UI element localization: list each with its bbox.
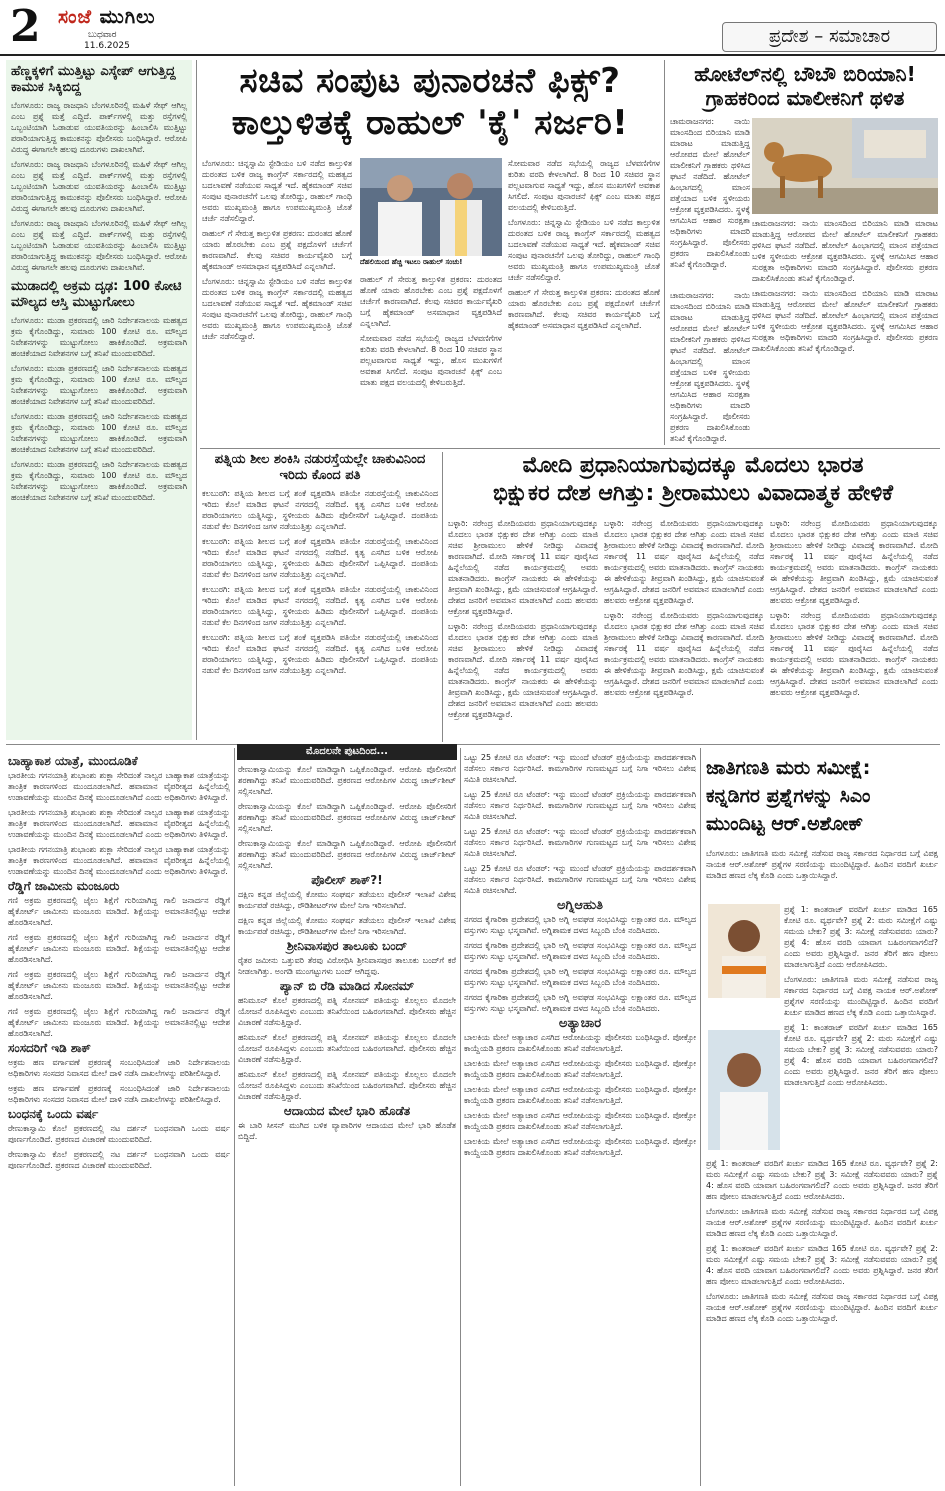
income-hit-headline: ಆದಾಯದ ಮೇಲೆ ಭಾರಿ ಹೊಡೆತ	[283, 1104, 411, 1118]
wife-murder-paragraph-1: ಕಲಬುರಗಿ: ಪತ್ನಿಯ ಶೀಲದ ಬಗ್ಗೆ ಶಂಕೆ ವ್ಯಕ್ತಪಡಿಸಿ ಪತಿಯೇ ನಡುರಸ್ತೆಯಲ್ಲಿ ಚಾಕುವಿನಿಂದ ಇರಿದು ಕೊಲೆ ಮಾಡಿದ ಘಟನೆ ನಗರದಲ್ಲಿ ನಡೆದಿದೆ. ಕೃತ್ಯ ಎಸಗಿದ ಬಳಿಕ ಆರೋಪಿ ಪರಾರಿಯಾಗಲು ಯತ್ನಿಸಿದ್ದು, ಸ್ಥಳೀಯರು ಹಿಡಿದು ಪೊಲೀಸರಿಗೆ ಒಪ್ಪಿಸಿದ್ದಾರೆ. ದಂಪತಿಯ ನಡುವೆ ಕೆಲ ದಿನಗಳಿಂದ ಜಗಳ ನಡೆಯುತ್ತಿತ್ತು ಎನ್ನಲಾಗಿದೆ.	[202, 489, 438, 531]
left-sidebar-paragraph-3: ಬೆಂಗಳೂರು: ರಾಜ್ಯ ರಾಜಧಾನಿ ಬೆಂಗಳೂರಿನಲ್ಲಿ ಮಹಿಳೆ ಸೇಫ್ ಆಗಿಲ್ಲ ಎಂಬ ಪ್ರಶ್ನೆ ಮತ್ತೆ ಎದ್ದಿದೆ. ಪಾರ್ಕ್‌ಗಳಲ್ಲಿ ಮತ್ತು ರಸ್ತೆಗಳಲ್ಲಿ ಒಬ್ಬಂಟಿಯಾಗಿ ಓಡಾಡುವ ಯುವತಿಯರನ್ನು ಹಿಂಬಾಲಿಸಿ ಮುತ್ತಿಟ್ಟು ಪರಾರಿಯಾಗುತ್ತಿದ್ದ ಕಾಮುಕನನ್ನು ಪೊಲೀಸರು ಬಂಧಿಸಿದ್ದಾರೆ. ಆರೋಪಿ ವಿರುದ್ಧ ಈಗಾಗಲೇ ಹಲವು ದೂರುಗಳು ದಾಖಲಾಗಿವೆ.	[11, 219, 187, 272]
census-headline-line3: ಮುಂದಿಟ್ಟ ಆರ್.ಅಶೋಕ್	[706, 813, 864, 835]
siddaramaiah-portrait	[708, 1030, 780, 1150]
tender-paragraph-4: ಒಟ್ಟು 25 ಕೋಟಿ ರೂ ಟೆಂಡರ್: ಇನ್ನು ಮುಂದೆ ಟೆಂಡರ್ ಪ್ರಕ್ರಿಯೆಯನ್ನು ಪಾರದರ್ಶಕವಾಗಿ ನಡೆಸಲು ಸರ್ಕಾರ ನಿರ್ಧರಿಸಿದೆ. ಕಾಮಗಾರಿಗಳ ಗುಣಮಟ್ಟದ ಬಗ್ಗೆ ನಿಗಾ ಇರಿಸಲು ವಿಶೇಷ ಸಮಿತಿ ರಚಿಸಲಾಗಿದೆ.	[464, 864, 696, 895]
lead-body-mid	[360, 274, 502, 444]
lead-right-paragraph-2: ಬೆಂಗಳೂರು: ಚಿನ್ನಸ್ವಾಮಿ ಸ್ಟೇಡಿಯಂ ಬಳಿ ನಡೆದ ಕಾಲ್ತುಳಿತ ದುರಂತದ ಬಳಿಕ ರಾಜ್ಯ ಕಾಂಗ್ರೆಸ್ ಸರ್ಕಾರದಲ್ಲಿ ಮಹತ್ವದ ಬದಲಾವಣೆ ನಡೆಯುವ ಸಾಧ್ಯತೆ ಇದೆ. ಹೈಕಮಾಂಡ್ ಸಚಿವ ಸಂಪುಟ ಪುನಾರಚನೆಗೆ ಒಲವು ತೋರಿದ್ದು, ರಾಹುಲ್ ಗಾಂಧಿ ಅವರು ಮುಖ್ಯಮಂತ್ರಿ ಹಾಗೂ ಉಪಮುಖ್ಯಮಂತ್ರಿ ಜೊತೆ ಚರ್ಚೆ ನಡೆಸಲಿದ್ದಾರೆ.	[508, 218, 660, 282]
census-paragraph-6: ಬೆಂಗಳೂರು: ಜಾತಿಗಣತಿ ಮರು ಸಮೀಕ್ಷೆ ನಡೆಸುವ ರಾಜ್ಯ ಸರ್ಕಾರದ ನಿರ್ಧಾರದ ಬಗ್ಗೆ ವಿಪಕ್ಷ ನಾಯಕ ಆರ್.ಅಶೋಕ್ ಪ್ರಶ್ನೆಗಳ ಸರಣಿಯನ್ನು ಮುಂದಿಟ್ಟಿದ್ದಾರೆ. ಹಿಂದಿನ ವರದಿಗೆ ಖರ್ಚು ಮಾಡಿದ ಹಣದ ಲೆಕ್ಕ ಕೊಡಿ ಎಂದು ಒತ್ತಾಯಿಸಿದ್ದಾರೆ.	[706, 1207, 938, 1238]
biryani-paragraph-1: ಚಾಮರಾಜನಗರ: ನಾಯಿ ಮಾಂಸದಿಂದ ಬಿರಿಯಾನಿ ಮಾಡಿ ಮಾರಾಟ ಮಾಡುತ್ತಿದ್ದ ಆರೋಪದ ಮೇಲೆ ಹೋಟೆಲ್ ಮಾಲೀಕನಿಗೆ ಗ್ರಾಹಕರು ಥಳಿಸಿದ ಘಟನೆ ನಡೆದಿದೆ. ಹೋಟೆಲ್ ಹಿಂಭಾಗದಲ್ಲಿ ಮಾಂಸ ಪತ್ತೆಯಾದ ಬಳಿಕ ಸ್ಥಳೀಯರು ಆಕ್ರೋಶ ವ್ಯಕ್ತಪಡಿಸಿದರು. ಸ್ಥಳಕ್ಕೆ ಆಗಮಿಸಿದ ಆಹಾರ ಸುರಕ್ಷತಾ ಅಧಿಕಾರಿಗಳು ಮಾದರಿ ಸಂಗ್ರಹಿಸಿದ್ದಾರೆ. ಪೊಲೀಸರು ಪ್ರಕರಣ ದಾಖಲಿಸಿಕೊಂಡು ತನಿಖೆ ಕೈಗೊಂಡಿದ್ದಾರೆ.	[670, 117, 750, 269]
lead-headline-line2: ಕಾಲ್ತುಳಿತಕ್ಕೆ ರಾಹುಲ್ 'ಕೈ' ಸರ್ಜರಿ!	[231, 103, 629, 143]
sriramulu-headline-line1: ಮೋದಿ ಪ್ರಧಾನಿಯಾಗುವುದಕ್ಕೂ ಮೊದಲು ಭಾರತ	[522, 453, 864, 478]
police-shock-paragraph-1: ದಕ್ಷಿಣ ಕನ್ನಡ ಜಿಲ್ಲೆಯಲ್ಲಿ ಕೋಮು ಸಂಘರ್ಷ ತಡೆಯಲು ಪೊಲೀಸ್ ಇಲಾಖೆ ವಿಶೇಷ ಕಾರ್ಯಪಡೆ ರಚಿಸಿದ್ದು, ರೌಡಿಶೀಟರ್‌ಗಳ ಮೇಲೆ ನಿಗಾ ಇರಿಸಲಾಗಿದೆ.	[238, 890, 456, 910]
crime-paragraph-3: ಬಾಲಕಿಯ ಮೇಲೆ ಅತ್ಯಾಚಾರ ಎಸಗಿದ ಆರೋಪಿಯನ್ನು ಪೊಲೀಸರು ಬಂಧಿಸಿದ್ದಾರೆ. ಪೋಕ್ಸೋ ಕಾಯ್ದೆಯಡಿ ಪ್ರಕರಣ ದಾಖಲಿಸಿಕೊಂಡು ತನಿಖೆ ನಡೆಸಲಾಗುತ್ತಿದೆ.	[464, 1085, 696, 1105]
census-paragraph-5: ಪ್ರಶ್ನೆ 1: ಕಾಂತರಾಜ್ ವರದಿಗೆ ಖರ್ಚು ಮಾಡಿದ 165 ಕೋಟಿ ರೂ. ವ್ಯರ್ಥವೇ? ಪ್ರಶ್ನೆ 2: ಮರು ಸಮೀಕ್ಷೆಗೆ ಎಷ್ಟು ಸಮಯ ಬೇಕು? ಪ್ರಶ್ನೆ 3: ಸಮೀಕ್ಷೆ ನಡೆಸುವವರು ಯಾರು? ಪ್ರಶ್ನೆ 4: ಹೊಸ ವರದಿ ಯಾವಾಗ ಬಹಿರಂಗವಾಗಲಿದೆ? ಎಂದು ಅವರು ಪ್ರಶ್ನಿಸಿದ್ದಾರೆ. ಜನರ ತೆರಿಗೆ ಹಣ ಪೋಲು ಮಾಡಲಾಗುತ್ತಿದೆ ಎಂದು ಆರೋಪಿಸಿದರು.	[706, 1159, 938, 1201]
left-sidebar-subheadline: ಮುಡಾದಲ್ಲಿ ಅಕ್ರಮ ದೃಢ: 100 ಕೋಟಿ ಮೌಲ್ಯದ ಆಸ್ತಿ ಮುಟ್ಟುಗೋಲು	[11, 279, 182, 310]
reddy-bail-paragraph-1: ಗಣಿ ಅಕ್ರಮ ಪ್ರಕರಣದಲ್ಲಿ ಜೈಲು ಶಿಕ್ಷೆಗೆ ಗುರಿಯಾಗಿದ್ದ ಗಾಲಿ ಜನಾರ್ದನ ರೆಡ್ಡಿಗೆ ಹೈಕೋರ್ಟ್ ಜಾಮೀನು ಮಂಜೂರು ಮಾಡಿದೆ. ಶಿಕ್ಷೆಯನ್ನು ಅಮಾನತಿನಲ್ಲಿಟ್ಟು ಆದೇಶ ಹೊರಡಿಸಲಾಗಿದೆ.	[8, 896, 230, 927]
wife-murder-body	[202, 488, 438, 676]
lead-photo	[360, 158, 502, 256]
crime-paragraph-1: ಬಾಲಕಿಯ ಮೇಲೆ ಅತ್ಯಾಚಾರ ಎಸಗಿದ ಆರೋಪಿಯನ್ನು ಪೊಲೀಸರು ಬಂಧಿಸಿದ್ದಾರೆ. ಪೋಕ್ಸೋ ಕಾಯ್ದೆಯಡಿ ಪ್ರಕರಣ ದಾಖಲಿಸಿಕೊಂಡು ತನಿಖೆ ನಡೆಸಲಾಗುತ್ತಿದೆ.	[464, 1033, 696, 1053]
continued-paragraph-3: ರೇಣುಕಾಸ್ವಾಮಿಯನ್ನು ಕೊಲೆ ಮಾಡಿದ್ದಾಗಿ ಒಪ್ಪಿಕೊಂಡಿದ್ದಾರೆ. ಆರೋಪಿ ಪೊಲೀಸರಿಗೆ ಶರಣಾಗಿದ್ದು ತನಿಖೆ ಮುಂದುವರಿದಿದೆ. ಪ್ರಕರಣದ ಆರೋಪಿಗಳ ವಿರುದ್ಧ ಚಾರ್ಜ್‌ಶೀಟ್ ಸಲ್ಲಿಸಲಾಗಿದೆ.	[238, 839, 456, 870]
issue-day: ಬುಧವಾರ	[88, 30, 117, 40]
left-sidebar-sub-body	[11, 315, 187, 503]
census-paragraph-1: ಬೆಂಗಳೂರು: ಜಾತಿಗಣತಿ ಮರು ಸಮೀಕ್ಷೆ ನಡೆಸುವ ರಾಜ್ಯ ಸರ್ಕಾರದ ನಿರ್ಧಾರದ ಬಗ್ಗೆ ವಿಪಕ್ಷ ನಾಯಕ ಆರ್.ಅಶೋಕ್ ಪ್ರಶ್ನೆಗಳ ಸರಣಿಯನ್ನು ಮುಂದಿಟ್ಟಿದ್ದಾರೆ. ಹಿಂದಿನ ವರದಿಗೆ ಖರ್ಚು ಮಾಡಿದ ಹಣದ ಲೆಕ್ಕ ಕೊಡಿ ಎಂದು ಒತ್ತಾಯಿಸಿದ್ದಾರೆ.	[706, 849, 938, 880]
biryani-body-lower	[670, 290, 750, 444]
wife-murder-paragraph-3: ಕಲಬುರಗಿ: ಪತ್ನಿಯ ಶೀಲದ ಬಗ್ಗೆ ಶಂಕೆ ವ್ಯಕ್ತಪಡಿಸಿ ಪತಿಯೇ ನಡುರಸ್ತೆಯಲ್ಲಿ ಚಾಕುವಿನಿಂದ ಇರಿದು ಕೊಲೆ ಮಾಡಿದ ಘಟನೆ ನಗರದಲ್ಲಿ ನಡೆದಿದೆ. ಕೃತ್ಯ ಎಸಗಿದ ಬಳಿಕ ಆರೋಪಿ ಪರಾರಿಯಾಗಲು ಯತ್ನಿಸಿದ್ದು, ಸ್ಥಳೀಯರು ಹಿಡಿದು ಪೊಲೀಸರಿಗೆ ಒಪ್ಪಿಸಿದ್ದಾರೆ. ದಂಪತಿಯ ನಡುವೆ ಕೆಲ ದಿನಗಳಿಂದ ಜಗಳ ನಡೆಯುತ್ತಿತ್ತು ಎನ್ನಲಾಗಿದೆ.	[202, 585, 438, 627]
lead-body-left	[202, 158, 352, 443]
biryani-body-wide	[752, 218, 938, 444]
left-sidebar-paragraph-2: ಬೆಂಗಳೂರು: ರಾಜ್ಯ ರಾಜಧಾನಿ ಬೆಂಗಳೂರಿನಲ್ಲಿ ಮಹಿಳೆ ಸೇಫ್ ಆಗಿಲ್ಲ ಎಂಬ ಪ್ರಶ್ನೆ ಮತ್ತೆ ಎದ್ದಿದೆ. ಪಾರ್ಕ್‌ಗಳಲ್ಲಿ ಮತ್ತು ರಸ್ತೆಗಳಲ್ಲಿ ಒಬ್ಬಂಟಿಯಾಗಿ ಓಡಾಡುವ ಯುವತಿಯರನ್ನು ಹಿಂಬಾಲಿಸಿ ಮುತ್ತಿಟ್ಟು ಪರಾರಿಯಾಗುತ್ತಿದ್ದ ಕಾಮುಕನನ್ನು ಪೊಲೀಸರು ಬಂಧಿಸಿದ್ದಾರೆ. ಆರೋಪಿ ವಿರುದ್ಧ ಈಗಾಗಲೇ ಹಲವು ದೂರುಗಳು ದಾಖಲಾಗಿವೆ.	[11, 160, 187, 213]
left-sidebar-paragraph: ಬೆಂಗಳೂರು: ರಾಜ್ಯ ರಾಜಧಾನಿ ಬೆಂಗಳೂರಿನಲ್ಲಿ ಮಹಿಳೆ ಸೇಫ್ ಆಗಿಲ್ಲ ಎಂಬ ಪ್ರಶ್ನೆ ಮತ್ತೆ ಎದ್ದಿದೆ. ಪಾರ್ಕ್‌ಗಳಲ್ಲಿ ಮತ್ತು ರಸ್ತೆಗಳಲ್ಲಿ ಒಬ್ಬಂಟಿಯಾಗಿ ಓಡಾಡುವ ಯುವತಿಯರನ್ನು ಹಿಂಬಾಲಿಸಿ ಮುತ್ತಿಟ್ಟು ಪರಾರಿಯಾಗುತ್ತಿದ್ದ ಕಾಮುಕನನ್ನು ಪೊಲೀಸರು ಬಂಧಿಸಿದ್ದಾರೆ. ಆರೋಪಿ ವಿರುದ್ಧ ಈಗಾಗಲೇ ಹಲವು ದೂರುಗಳು ದಾಖಲಾಗಿವೆ.	[11, 101, 187, 154]
space-trip-paragraph-1: ಭಾರತೀಯ ಗಗನಯಾತ್ರಿ ಶುಭಾಂಶು ಶುಕ್ಲಾ ಸೇರಿದಂತೆ ನಾಲ್ವರ ಬಾಹ್ಯಾಕಾಶ ಯಾತ್ರೆಯನ್ನು ತಾಂತ್ರಿಕ ಕಾರಣಗಳಿಂದ ಮುಂದೂಡಲಾಗಿದೆ. ಹವಾಮಾನ ವೈಪರೀತ್ಯದ ಹಿನ್ನೆಲೆಯಲ್ಲಿ ಉಡಾವಣೆಯನ್ನು ಮುಂದಿನ ದಿನಕ್ಕೆ ಮುಂದೂಡಲಾಗಿದೆ ಎಂದು ಅಧಿಕಾರಿಗಳು ತಿಳಿಸಿದ್ದಾರೆ.	[8, 771, 230, 802]
biryani-photo	[752, 118, 938, 214]
census-paragraph-7: ಪ್ರಶ್ನೆ 1: ಕಾಂತರಾಜ್ ವರದಿಗೆ ಖರ್ಚು ಮಾಡಿದ 165 ಕೋಟಿ ರೂ. ವ್ಯರ್ಥವೇ? ಪ್ರಶ್ನೆ 2: ಮರು ಸಮೀಕ್ಷೆಗೆ ಎಷ್ಟು ಸಮಯ ಬೇಕು? ಪ್ರಶ್ನೆ 3: ಸಮೀಕ್ಷೆ ನಡೆಸುವವರು ಯಾರು? ಪ್ರಶ್ನೆ 4: ಹೊಸ ವರದಿ ಯಾವಾಗ ಬಹಿರಂಗವಾಗಲಿದೆ? ಎಂದು ಅವರು ಪ್ರಶ್ನಿಸಿದ್ದಾರೆ. ಜನರ ತೆರಿಗೆ ಹಣ ಪೋಲು ಮಾಡಲಾಗುತ್ತಿದೆ ಎಂದು ಆರೋಪಿಸಿದರು.	[706, 1244, 938, 1286]
lead-body-right	[508, 158, 660, 443]
tender-paragraph-2: ಒಟ್ಟು 25 ಕೋಟಿ ರೂ ಟೆಂಡರ್: ಇನ್ನು ಮುಂದೆ ಟೆಂಡರ್ ಪ್ರಕ್ರಿಯೆಯನ್ನು ಪಾರದರ್ಶಕವಾಗಿ ನಡೆಸಲು ಸರ್ಕಾರ ನಿರ್ಧರಿಸಿದೆ. ಕಾಮಗಾರಿಗಳ ಗುಣಮಟ್ಟದ ಬಗ್ಗೆ ನಿಗಾ ಇರಿಸಲು ವಿಶೇಷ ಸಮಿತಿ ರಚಿಸಲಾಗಿದೆ.	[464, 790, 696, 821]
sonam-plan-paragraph-3: ಹನಿಮೂನ್ ಕೊಲೆ ಪ್ರಕರಣದಲ್ಲಿ ಪತ್ನಿ ಸೋನಮ್ ಪತಿಯನ್ನು ಕೊಲ್ಲಲು ಮೊದಲೇ ಯೋಜನೆ ರೂಪಿಸಿದ್ದಳು ಎಂಬುದು ತನಿಖೆಯಿಂದ ಬಹಿರಂಗವಾಗಿದೆ. ಪೊಲೀಸರು ಹೆಚ್ಚಿನ ವಿಚಾರಣೆ ನಡೆಸುತ್ತಿದ್ದಾರೆ.	[238, 1070, 456, 1101]
sriramulu-paragraph-1: ಬಳ್ಳಾರಿ: ನರೇಂದ್ರ ಮೋದಿಯವರು ಪ್ರಧಾನಿಯಾಗುವುದಕ್ಕೂ ಮೊದಲು ಭಾರತ ಭಿಕ್ಷುಕರ ದೇಶ ಆಗಿತ್ತು ಎಂದು ಮಾಜಿ ಸಚಿವ ಶ್ರೀರಾಮುಲು ಹೇಳಿಕೆ ನೀಡಿದ್ದು ವಿವಾದಕ್ಕೆ ಕಾರಣವಾಗಿದೆ. ಮೋದಿ ಸರ್ಕಾರಕ್ಕೆ 11 ವರ್ಷ ಪೂರೈಸಿದ ಹಿನ್ನೆಲೆಯಲ್ಲಿ ನಡೆದ ಕಾರ್ಯಕ್ರಮದಲ್ಲಿ ಅವರು ಮಾತನಾಡಿದರು. ಕಾಂಗ್ರೆಸ್ ನಾಯಕರು ಈ ಹೇಳಿಕೆಯನ್ನು ತೀವ್ರವಾಗಿ ಖಂಡಿಸಿದ್ದು, ಕ್ಷಮೆ ಯಾಚಿಸುವಂತೆ ಆಗ್ರಹಿಸಿದ್ದಾರೆ. ದೇಶದ ಜನರಿಗೆ ಅವಮಾನ ಮಾಡಲಾಗಿದೆ ಎಂದು ಹಲವರು ಆಕ್ರೋಶ ವ್ಯಕ್ತಪಡಿಸಿದ್ದಾರೆ.	[448, 519, 598, 616]
section-rule	[200, 448, 940, 449]
fire-paragraph-1: ನಗರದ ಕೈಗಾರಿಕಾ ಪ್ರದೇಶದಲ್ಲಿ ಭಾರಿ ಅಗ್ನಿ ಅವಘಡ ಸಂಭವಿಸಿದ್ದು ಲಕ್ಷಾಂತರ ರೂ. ಮೌಲ್ಯದ ವಸ್ತುಗಳು ಸುಟ್ಟು ಭಸ್ಮವಾಗಿವೆ. ಅಗ್ನಿಶಾಮಕ ದಳದ ಸಿಬ್ಬಂದಿ ಬೆಂಕಿ ನಂದಿಸಿದರು.	[464, 915, 696, 935]
space-trip-paragraph-3: ಭಾರತೀಯ ಗಗನಯಾತ್ರಿ ಶುಭಾಂಶು ಶುಕ್ಲಾ ಸೇರಿದಂತೆ ನಾಲ್ವರ ಬಾಹ್ಯಾಕಾಶ ಯಾತ್ರೆಯನ್ನು ತಾಂತ್ರಿಕ ಕಾರಣಗಳಿಂದ ಮುಂದೂಡಲಾಗಿದೆ. ಹವಾಮಾನ ವೈಪರೀತ್ಯದ ಹಿನ್ನೆಲೆಯಲ್ಲಿ ಉಡಾವಣೆಯನ್ನು ಮುಂದಿನ ದಿನಕ್ಕೆ ಮುಂದೂಡಲಾಗಿದೆ ಎಂದು ಅಧಿಕಾರಿಗಳು ತಿಳಿಸಿದ್ದಾರೆ.	[8, 845, 230, 876]
section-label: ಪ್ರದೇಶ – ಸಮಾಚಾರ	[722, 22, 937, 52]
census-paragraph-8: ಬೆಂಗಳೂರು: ಜಾತಿಗಣತಿ ಮರು ಸಮೀಕ್ಷೆ ನಡೆಸುವ ರಾಜ್ಯ ಸರ್ಕಾರದ ನಿರ್ಧಾರದ ಬಗ್ಗೆ ವಿಪಕ್ಷ ನಾಯಕ ಆರ್.ಅಶೋಕ್ ಪ್ರಶ್ನೆಗಳ ಸರಣಿಯನ್ನು ಮುಂದಿಟ್ಟಿದ್ದಾರೆ. ಹಿಂದಿನ ವರದಿಗೆ ಖರ್ಚು ಮಾಡಿದ ಹಣದ ಲೆಕ್ಕ ಕೊಡಿ ಎಂದು ಒತ್ತಾಯಿಸಿದ್ದಾರೆ.	[706, 1292, 938, 1323]
sriramulu-body-col3	[770, 518, 938, 740]
dog-street-photo	[752, 118, 938, 214]
income-hit-paragraph: ಈ ಬಾರಿ ಸೀಸನ್ ಮುಗಿದ ಬಳಿಕ ವ್ಯಾಪಾರಿಗಳ ಆದಾಯದ ಮೇಲೆ ಭಾರಿ ಹೊಡೆತ ಬಿದ್ದಿದೆ.	[238, 1121, 456, 1141]
politicians-photo	[360, 158, 502, 256]
biryani-body-narrow	[670, 116, 750, 286]
tender-paragraph-1: ಒಟ್ಟು 25 ಕೋಟಿ ರೂ ಟೆಂಡರ್: ಇನ್ನು ಮುಂದೆ ಟೆಂಡರ್ ಪ್ರಕ್ರಿಯೆಯನ್ನು ಪಾರದರ್ಶಕವಾಗಿ ನಡೆಸಲು ಸರ್ಕಾರ ನಿರ್ಧರಿಸಿದೆ. ಕಾಮಗಾರಿಗಳ ಗುಣಮಟ್ಟದ ಬಗ್ಗೆ ನಿಗಾ ಇರಿಸಲು ವಿಶೇಷ ಸಮಿತಿ ರಚಿಸಲಾಗಿದೆ.	[464, 753, 696, 784]
srinivaspur-bandh-headline: ಶ್ರೀನಿವಾಸಪುರ ತಾಲೂಕು ಬಂದ್	[286, 939, 408, 953]
census-headline-block	[706, 754, 940, 844]
bottom-right-mid-column	[464, 752, 696, 1487]
section-rule-bottom	[6, 744, 940, 745]
crime-headline: ಅತ್ಯಾಚಾರ	[558, 1016, 602, 1031]
continued-paragraph-2: ರೇಣುಕಾಸ್ವಾಮಿಯನ್ನು ಕೊಲೆ ಮಾಡಿದ್ದಾಗಿ ಒಪ್ಪಿಕೊಂಡಿದ್ದಾರೆ. ಆರೋಪಿ ಪೊಲೀಸರಿಗೆ ಶರಣಾಗಿದ್ದು ತನಿಖೆ ಮುಂದುವರಿದಿದೆ. ಪ್ರಕರಣದ ಆರೋಪಿಗಳ ವಿರುದ್ಧ ಚಾರ್ಜ್‌ಶೀಟ್ ಸಲ್ಲಿಸಲಾಗಿದೆ.	[238, 802, 456, 833]
left-sidebar-sub-paragraph: ಬೆಂಗಳೂರು: ಮುಡಾ ಪ್ರಕರಣದಲ್ಲಿ ಜಾರಿ ನಿರ್ದೇಶನಾಲಯ ಮಹತ್ವದ ಕ್ರಮ ಕೈಗೊಂಡಿದ್ದು, ಸುಮಾರು 100 ಕೋಟಿ ರೂ. ಮೌಲ್ಯದ ನಿವೇಶನಗಳನ್ನು ಮುಟ್ಟುಗೋಲು ಹಾಕಿಕೊಂಡಿದೆ. ಅಕ್ರಮವಾಗಿ ಹಂಚಿಕೆಯಾದ ನಿವೇಶನಗಳ ಬಗ್ಗೆ ತನಿಖೆ ಮುಂದುವರಿದಿದೆ.	[11, 316, 187, 358]
crime-paragraph-5: ಬಾಲಕಿಯ ಮೇಲೆ ಅತ್ಯಾಚಾರ ಎಸಗಿದ ಆರೋಪಿಯನ್ನು ಪೊಲೀಸರು ಬಂಧಿಸಿದ್ದಾರೆ. ಪೋಕ್ಸೋ ಕಾಯ್ದೆಯಡಿ ಪ್ರಕರಣ ದಾಖಲಿಸಿಕೊಂಡು ತನಿಖೆ ನಡೆಸಲಾಗುತ್ತಿದೆ.	[464, 1137, 696, 1157]
column-rule	[196, 60, 197, 740]
sriramulu-headline-line2: ಭಿಕ್ಷುಕರ ದೇಶ ಆಗಿತ್ತು: ಶ್ರೀರಾಮುಲು ವಿವಾದಾತ್ಮಕ ಹೇಳಿಕೆ	[492, 481, 894, 506]
reddy-bail-paragraph-3: ಗಣಿ ಅಕ್ರಮ ಪ್ರಕರಣದಲ್ಲಿ ಜೈಲು ಶಿಕ್ಷೆಗೆ ಗುರಿಯಾಗಿದ್ದ ಗಾಲಿ ಜನಾರ್ದನ ರೆಡ್ಡಿಗೆ ಹೈಕೋರ್ಟ್ ಜಾಮೀನು ಮಂಜೂರು ಮಾಡಿದೆ. ಶಿಕ್ಷೆಯನ್ನು ಅಮಾನತಿನಲ್ಲಿಟ್ಟು ಆದೇಶ ಹೊರಡಿಸಲಾಗಿದೆ.	[8, 970, 230, 1001]
issue-date: 11.6.2025	[84, 41, 130, 51]
census-body-lower	[706, 1158, 938, 1486]
sonam-plan-paragraph-1: ಹನಿಮೂನ್ ಕೊಲೆ ಪ್ರಕರಣದಲ್ಲಿ ಪತ್ನಿ ಸೋನಮ್ ಪತಿಯನ್ನು ಕೊಲ್ಲಲು ಮೊದಲೇ ಯೋಜನೆ ರೂಪಿಸಿದ್ದಳು ಎಂಬುದು ತನಿಖೆಯಿಂದ ಬಹಿರಂಗವಾಗಿದೆ. ಪೊಲೀಸರು ಹೆಚ್ಚಿನ ವಿಚಾರಣೆ ನಡೆಸುತ್ತಿದ್ದಾರೆ.	[238, 996, 456, 1027]
census-intro	[706, 848, 938, 902]
reddy-bail-paragraph-2: ಗಣಿ ಅಕ್ರಮ ಪ್ರಕರಣದಲ್ಲಿ ಜೈಲು ಶಿಕ್ಷೆಗೆ ಗುರಿಯಾಗಿದ್ದ ಗಾಲಿ ಜನಾರ್ದನ ರೆಡ್ಡಿಗೆ ಹೈಕೋರ್ಟ್ ಜಾಮೀನು ಮಂಜೂರು ಮಾಡಿದೆ. ಶಿಕ್ಷೆಯನ್ನು ಅಮಾನತಿನಲ್ಲಿಟ್ಟು ಆದೇಶ ಹೊರಡಿಸಲಾಗಿದೆ.	[8, 933, 230, 964]
biryani-paragraph-3: ಚಾಮರಾಜನಗರ: ನಾಯಿ ಮಾಂಸದಿಂದ ಬಿರಿಯಾನಿ ಮಾಡಿ ಮಾರಾಟ ಮಾಡುತ್ತಿದ್ದ ಆರೋಪದ ಮೇಲೆ ಹೋಟೆಲ್ ಮಾಲೀಕನಿಗೆ ಗ್ರಾಹಕರು ಥಳಿಸಿದ ಘಟನೆ ನಡೆದಿದೆ. ಹೋಟೆಲ್ ಹಿಂಭಾಗದಲ್ಲಿ ಮಾಂಸ ಪತ್ತೆಯಾದ ಬಳಿಕ ಸ್ಥಳೀಯರು ಆಕ್ರೋಶ ವ್ಯಕ್ತಪಡಿಸಿದರು. ಸ್ಥಳಕ್ಕೆ ಆಗಮಿಸಿದ ಆಹಾರ ಸುರಕ್ಷತಾ ಅಧಿಕಾರಿಗಳು ಮಾದರಿ ಸಂಗ್ರಹಿಸಿದ್ದಾರೆ. ಪೊಲೀಸರು ಪ್ರಕರಣ ದಾಖಲಿಸಿಕೊಂಡು ತನಿಖೆ ಕೈಗೊಂಡಿದ್ದಾರೆ.	[752, 289, 938, 353]
mp-ed-paragraph-2: ಅಕ್ರಮ ಹಣ ವರ್ಗಾವಣೆ ಪ್ರಕರಣಕ್ಕೆ ಸಂಬಂಧಿಸಿದಂತೆ ಜಾರಿ ನಿರ್ದೇಶನಾಲಯ ಅಧಿಕಾರಿಗಳು ಸಂಸದರ ನಿವಾಸದ ಮೇಲೆ ದಾಳಿ ನಡೆಸಿ ದಾಖಲೆಗಳನ್ನು ಪರಿಶೀಲಿಸಿದ್ದಾರೆ.	[8, 1084, 230, 1104]
column-rule	[234, 748, 235, 1486]
fire-paragraph-3: ನಗರದ ಕೈಗಾರಿಕಾ ಪ್ರದೇಶದಲ್ಲಿ ಭಾರಿ ಅಗ್ನಿ ಅವಘಡ ಸಂಭವಿಸಿದ್ದು ಲಕ್ಷಾಂತರ ರೂ. ಮೌಲ್ಯದ ವಸ್ತುಗಳು ಸುಟ್ಟು ಭಸ್ಮವಾಗಿವೆ. ಅಗ್ನಿಶಾಮಕ ದಳದ ಸಿಬ್ಬಂದಿ ಬೆಂಕಿ ನಂದಿಸಿದರು.	[464, 967, 696, 987]
tender-paragraph-3: ಒಟ್ಟು 25 ಕೋಟಿ ರೂ ಟೆಂಡರ್: ಇನ್ನು ಮುಂದೆ ಟೆಂಡರ್ ಪ್ರಕ್ರಿಯೆಯನ್ನು ಪಾರದರ್ಶಕವಾಗಿ ನಡೆಸಲು ಸರ್ಕಾರ ನಿರ್ಧರಿಸಿದೆ. ಕಾಮಗಾರಿಗಳ ಗುಣಮಟ್ಟದ ಬಗ್ಗೆ ನಿಗಾ ಇರಿಸಲು ವಿಶೇಷ ಸಮಿತಿ ರಚಿಸಲಾಗಿದೆ.	[464, 827, 696, 858]
lead-paragraph-2: ರಾಹುಲ್ ಗೆ ಸೇರುತ್ತ ಕಾಲ್ತುಳಿತ ಪ್ರಕರಣ: ದುರಂತದ ಹೊಣೆ ಯಾರು ಹೊರಬೇಕು ಎಂಬ ಪ್ರಶ್ನೆ ಪಕ್ಷದೊಳಗೆ ಚರ್ಚೆಗೆ ಕಾರಣವಾಗಿದೆ. ಕೆಲವು ಸಚಿವರ ಕಾರ್ಯವೈಖರಿ ಬಗ್ಗೆ ಹೈಕಮಾಂಡ್ ಅಸಮಾಧಾನ ವ್ಯಕ್ತಪಡಿಸಿದೆ ಎನ್ನಲಾಗಿದೆ.	[202, 229, 352, 271]
lead-headline-block	[200, 60, 660, 155]
wife-murder-paragraph-2: ಕಲಬುರಗಿ: ಪತ್ನಿಯ ಶೀಲದ ಬಗ್ಗೆ ಶಂಕೆ ವ್ಯಕ್ತಪಡಿಸಿ ಪತಿಯೇ ನಡುರಸ್ತೆಯಲ್ಲಿ ಚಾಕುವಿನಿಂದ ಇರಿದು ಕೊಲೆ ಮಾಡಿದ ಘಟನೆ ನಗರದಲ್ಲಿ ನಡೆದಿದೆ. ಕೃತ್ಯ ಎಸಗಿದ ಬಳಿಕ ಆರೋಪಿ ಪರಾರಿಯಾಗಲು ಯತ್ನಿಸಿದ್ದು, ಸ್ಥಳೀಯರು ಹಿಡಿದು ಪೊಲೀಸರಿಗೆ ಒಪ್ಪಿಸಿದ್ದಾರೆ. ದಂಪತಿಯ ನಡುವೆ ಕೆಲ ದಿನಗಳಿಂದ ಜಗಳ ನಡೆಯುತ್ತಿತ್ತು ಎನ್ನಲಾಗಿದೆ.	[202, 537, 438, 579]
sonam-plan-headline: ಪ್ಯಾನ್ ಬಿ ರೆಡಿ ಮಾಡಿದ ಸೋನಮ್	[279, 979, 415, 993]
masthead	[0, 0, 945, 56]
continued-paragraph-1: ರೇಣುಕಾಸ್ವಾಮಿಯನ್ನು ಕೊಲೆ ಮಾಡಿದ್ದಾಗಿ ಒಪ್ಪಿಕೊಂಡಿದ್ದಾರೆ. ಆರೋಪಿ ಪೊಲೀಸರಿಗೆ ಶರಣಾಗಿದ್ದು ತನಿಖೆ ಮುಂದುವರಿದಿದೆ. ಪ್ರಕರಣದ ಆರೋಪಿಗಳ ವಿರುದ್ಧ ಚಾರ್ಜ್‌ಶೀಟ್ ಸಲ್ಲಿಸಲಾಗಿದೆ.	[238, 765, 456, 796]
crime-paragraph-4: ಬಾಲಕಿಯ ಮೇಲೆ ಅತ್ಯಾಚಾರ ಎಸಗಿದ ಆರೋಪಿಯನ್ನು ಪೊಲೀಸರು ಬಂಧಿಸಿದ್ದಾರೆ. ಪೋಕ್ಸೋ ಕಾಯ್ದೆಯಡಿ ಪ್ರಕರಣ ದಾಖಲಿಸಿಕೊಂಡು ತನಿಖೆ ನಡೆಸಲಾಗುತ್ತಿದೆ.	[464, 1111, 696, 1131]
fire-paragraph-4: ನಗರದ ಕೈಗಾರಿಕಾ ಪ್ರದೇಶದಲ್ಲಿ ಭಾರಿ ಅಗ್ನಿ ಅವಘಡ ಸಂಭವಿಸಿದ್ದು ಲಕ್ಷಾಂತರ ರೂ. ಮೌಲ್ಯದ ವಸ್ತುಗಳು ಸುಟ್ಟು ಭಸ್ಮವಾಗಿವೆ. ಅಗ್ನಿಶಾಮಕ ದಳದ ಸಿಬ್ಬಂದಿ ಬೆಂಕಿ ನಂದಿಸಿದರು.	[464, 993, 696, 1013]
census-paragraph-3: ಬೆಂಗಳೂರು: ಜಾತಿಗಣತಿ ಮರು ಸಮೀಕ್ಷೆ ನಡೆಸುವ ರಾಜ್ಯ ಸರ್ಕಾರದ ನಿರ್ಧಾರದ ಬಗ್ಗೆ ವಿಪಕ್ಷ ನಾಯಕ ಆರ್.ಅಶೋಕ್ ಪ್ರಶ್ನೆಗಳ ಸರಣಿಯನ್ನು ಮುಂದಿಟ್ಟಿದ್ದಾರೆ. ಹಿಂದಿನ ವರದಿಗೆ ಖರ್ಚು ಮಾಡಿದ ಹಣದ ಲೆಕ್ಕ ಕೊಡಿ ಎಂದು ಒತ್ತಾಯಿಸಿದ್ದಾರೆ.	[784, 975, 938, 1017]
arrest-year-paragraph-2: ರೇಣುಕಾಸ್ವಾಮಿ ಕೊಲೆ ಪ್ರಕರಣದಲ್ಲಿ ನಟ ದರ್ಶನ್ ಬಂಧನವಾಗಿ ಒಂದು ವರ್ಷ ಪೂರ್ಣಗೊಂಡಿದೆ. ಪ್ರಕರಣದ ವಿಚಾರಣೆ ಮುಂದುವರಿದಿದೆ.	[8, 1150, 230, 1170]
left-sidebar-sub-paragraph-3: ಬೆಂಗಳೂರು: ಮುಡಾ ಪ್ರಕರಣದಲ್ಲಿ ಜಾರಿ ನಿರ್ದೇಶನಾಲಯ ಮಹತ್ವದ ಕ್ರಮ ಕೈಗೊಂಡಿದ್ದು, ಸುಮಾರು 100 ಕೋಟಿ ರೂ. ಮೌಲ್ಯದ ನಿವೇಶನಗಳನ್ನು ಮುಟ್ಟುಗೋಲು ಹಾಕಿಕೊಂಡಿದೆ. ಅಕ್ರಮವಾಗಿ ಹಂಚಿಕೆಯಾದ ನಿವೇಶನಗಳ ಬಗ್ಗೆ ತನಿಖೆ ಮುಂದುವರಿದಿದೆ.	[11, 412, 187, 454]
column-rule	[442, 452, 443, 742]
biryani-headline-line1: ಹೋಟೆಲ್‌ನಲ್ಲಿ ಬೌಬೌ ಬಿರಿಯಾನಿ!	[694, 62, 916, 86]
lead-headline-line1: ಸಚಿವ ಸಂಪುಟ ಪುನಾರಚನೆ ಫಿಕ್ಸ್?	[239, 61, 621, 101]
lead-photo-caption: ದೆಹಲಿಯಿಂದ ಹೆಚ್ಚಿ ಇಟಲು ರಾಹುಲ್ ಸಂಚು!	[360, 258, 463, 266]
left-sidebar-article	[6, 60, 192, 740]
census-body-side	[784, 904, 938, 1154]
biryani-paragraph-4: ಚಾಮರಾಜನಗರ: ನಾಯಿ ಮಾಂಸದಿಂದ ಬಿರಿಯಾನಿ ಮಾಡಿ ಮಾರಾಟ ಮಾಡುತ್ತಿದ್ದ ಆರೋಪದ ಮೇಲೆ ಹೋಟೆಲ್ ಮಾಲೀಕನಿಗೆ ಗ್ರಾಹಕರು ಥಳಿಸಿದ ಘಟನೆ ನಡೆದಿದೆ. ಹೋಟೆಲ್ ಹಿಂಭಾಗದಲ್ಲಿ ಮಾಂಸ ಪತ್ತೆಯಾದ ಬಳಿಕ ಸ್ಥಳೀಯರು ಆಕ್ರೋಶ ವ್ಯಕ್ತಪಡಿಸಿದರು. ಸ್ಥಳಕ್ಕೆ ಆಗಮಿಸಿದ ಆಹಾರ ಸುರಕ್ಷತಾ ಅಧಿಕಾರಿಗಳು ಮಾದರಿ ಸಂಗ್ರಹಿಸಿದ್ದಾರೆ. ಪೊಲೀಸರು ಪ್ರಕರಣ ದಾಖಲಿಸಿಕೊಂಡು ತನಿಖೆ ಕೈಗೊಂಡಿದ್ದಾರೆ.	[670, 291, 750, 443]
logo-right: ಮುಗಿಲು	[99, 6, 156, 28]
sriramulu-body-col2	[604, 518, 764, 740]
crime-paragraph-2: ಬಾಲಕಿಯ ಮೇಲೆ ಅತ್ಯಾಚಾರ ಎಸಗಿದ ಆರೋಪಿಯನ್ನು ಪೊಲೀಸರು ಬಂಧಿಸಿದ್ದಾರೆ. ಪೋಕ್ಸೋ ಕಾಯ್ದೆಯಡಿ ಪ್ರಕರಣ ದಾಖಲಿಸಿಕೊಂಡು ತನಿಖೆ ನಡೆಸಲಾಗುತ್ತಿದೆ.	[464, 1059, 696, 1079]
sriramulu-paragraph-6: ಬಳ್ಳಾರಿ: ನರೇಂದ್ರ ಮೋದಿಯವರು ಪ್ರಧಾನಿಯಾಗುವುದಕ್ಕೂ ಮೊದಲು ಭಾರತ ಭಿಕ್ಷುಕರ ದೇಶ ಆಗಿತ್ತು ಎಂದು ಮಾಜಿ ಸಚಿವ ಶ್ರೀರಾಮುಲು ಹೇಳಿಕೆ ನೀಡಿದ್ದು ವಿವಾದಕ್ಕೆ ಕಾರಣವಾಗಿದೆ. ಮೋದಿ ಸರ್ಕಾರಕ್ಕೆ 11 ವರ್ಷ ಪೂರೈಸಿದ ಹಿನ್ನೆಲೆಯಲ್ಲಿ ನಡೆದ ಕಾರ್ಯಕ್ರಮದಲ್ಲಿ ಅವರು ಮಾತನಾಡಿದರು. ಕಾಂಗ್ರೆಸ್ ನಾಯಕರು ಈ ಹೇಳಿಕೆಯನ್ನು ತೀವ್ರವಾಗಿ ಖಂಡಿಸಿದ್ದು, ಕ್ಷಮೆ ಯಾಚಿಸುವಂತೆ ಆಗ್ರಹಿಸಿದ್ದಾರೆ. ದೇಶದ ಜನರಿಗೆ ಅವಮಾನ ಮಾಡಲಾಗಿದೆ ಎಂದು ಹಲವರು ಆಕ್ರೋಶ ವ್ಯಕ್ತಪಡಿಸಿದ್ದಾರೆ.	[770, 611, 938, 697]
lead-mid-paragraph-1: ರಾಹುಲ್ ಗೆ ಸೇರುತ್ತ ಕಾಲ್ತುಳಿತ ಪ್ರಕರಣ: ದುರಂತದ ಹೊಣೆ ಯಾರು ಹೊರಬೇಕು ಎಂಬ ಪ್ರಶ್ನೆ ಪಕ್ಷದೊಳಗೆ ಚರ್ಚೆಗೆ ಕಾರಣವಾಗಿದೆ. ಕೆಲವು ಸಚಿವರ ಕಾರ್ಯವೈಖರಿ ಬಗ್ಗೆ ಹೈಕಮಾಂಡ್ ಅಸಮಾಧಾನ ವ್ಯಕ್ತಪಡಿಸಿದೆ ಎನ್ನಲಾಗಿದೆ.	[360, 275, 502, 328]
siddaramaiah-photo	[708, 1030, 780, 1150]
sriramulu-paragraph-5: ಬಳ್ಳಾರಿ: ನರೇಂದ್ರ ಮೋದಿಯವರು ಪ್ರಧಾನಿಯಾಗುವುದಕ್ಕೂ ಮೊದಲು ಭಾರತ ಭಿಕ್ಷುಕರ ದೇಶ ಆಗಿತ್ತು ಎಂದು ಮಾಜಿ ಸಚಿವ ಶ್ರೀರಾಮುಲು ಹೇಳಿಕೆ ನೀಡಿದ್ದು ವಿವಾದಕ್ಕೆ ಕಾರಣವಾಗಿದೆ. ಮೋದಿ ಸರ್ಕಾರಕ್ಕೆ 11 ವರ್ಷ ಪೂರೈಸಿದ ಹಿನ್ನೆಲೆಯಲ್ಲಿ ನಡೆದ ಕಾರ್ಯಕ್ರಮದಲ್ಲಿ ಅವರು ಮಾತನಾಡಿದರು. ಕಾಂಗ್ರೆಸ್ ನಾಯಕರು ಈ ಹೇಳಿಕೆಯನ್ನು ತೀವ್ರವಾಗಿ ಖಂಡಿಸಿದ್ದು, ಕ್ಷಮೆ ಯಾಚಿಸುವಂತೆ ಆಗ್ರಹಿಸಿದ್ದಾರೆ. ದೇಶದ ಜನರಿಗೆ ಅವಮಾನ ಮಾಡಲಾಗಿದೆ ಎಂದು ಹಲವರು ಆಕ್ರೋಶ ವ್ಯಕ್ತಪಡಿಸಿದ್ದಾರೆ.	[770, 519, 938, 605]
sonam-plan-paragraph-2: ಹನಿಮೂನ್ ಕೊಲೆ ಪ್ರಕರಣದಲ್ಲಿ ಪತ್ನಿ ಸೋನಮ್ ಪತಿಯನ್ನು ಕೊಲ್ಲಲು ಮೊದಲೇ ಯೋಜನೆ ರೂಪಿಸಿದ್ದಳು ಎಂಬುದು ತನಿಖೆಯಿಂದ ಬಹಿರಂಗವಾಗಿದೆ. ಪೊಲೀಸರು ಹೆಚ್ಚಿನ ವಿಚಾರಣೆ ನಡೆಸುತ್ತಿದ್ದಾರೆ.	[238, 1033, 456, 1064]
logo-left: ಸಂಜೆ	[58, 6, 93, 28]
census-headline-line1: ಜಾತಿಗಣತಿ ಮರು ಸಮೀಕ್ಷೆ:	[706, 757, 871, 779]
lead-paragraph-1: ಬೆಂಗಳೂರು: ಚಿನ್ನಸ್ವಾಮಿ ಸ್ಟೇಡಿಯಂ ಬಳಿ ನಡೆದ ಕಾಲ್ತುಳಿತ ದುರಂತದ ಬಳಿಕ ರಾಜ್ಯ ಕಾಂಗ್ರೆಸ್ ಸರ್ಕಾರದಲ್ಲಿ ಮಹತ್ವದ ಬದಲಾವಣೆ ನಡೆಯುವ ಸಾಧ್ಯತೆ ಇದೆ. ಹೈಕಮಾಂಡ್ ಸಚಿವ ಸಂಪುಟ ಪುನಾರಚನೆಗೆ ಒಲವು ತೋರಿದ್ದು, ರಾಹುಲ್ ಗಾಂಧಿ ಅವರು ಮುಖ್ಯಮಂತ್ರಿ ಹಾಗೂ ಉಪಮುಖ್ಯಮಂತ್ರಿ ಜೊತೆ ಚರ್ಚೆ ನಡೆಸಲಿದ್ದಾರೆ.	[202, 159, 352, 223]
left-sidebar-sub-paragraph-4: ಬೆಂಗಳೂರು: ಮುಡಾ ಪ್ರಕರಣದಲ್ಲಿ ಜಾರಿ ನಿರ್ದೇಶನಾಲಯ ಮಹತ್ವದ ಕ್ರಮ ಕೈಗೊಂಡಿದ್ದು, ಸುಮಾರು 100 ಕೋಟಿ ರೂ. ಮೌಲ್ಯದ ನಿವೇಶನಗಳನ್ನು ಮುಟ್ಟುಗೋಲು ಹಾಕಿಕೊಂಡಿದೆ. ಅಕ್ರಮವಾಗಿ ಹಂಚಿಕೆಯಾದ ನಿವೇಶನಗಳ ಬಗ್ಗೆ ತನಿಖೆ ಮುಂದುವರಿದಿದೆ.	[11, 460, 187, 502]
lead-mid-paragraph-2: ಸೋಮವಾರ ನಡೆದ ಸಭೆಯಲ್ಲಿ ರಾಜ್ಯದ ಬೆಳವಣಿಗೆಗಳ ಕುರಿತು ವರದಿ ಕೇಳಲಾಗಿದೆ. 8 ರಿಂದ 10 ಸಚಿವರ ಸ್ಥಾನ ಪಲ್ಲಟವಾಗುವ ಸಾಧ್ಯತೆ ಇದ್ದು, ಹೊಸ ಮುಖಗಳಿಗೆ ಅವಕಾಶ ಸಿಗಲಿದೆ. ಸಂಪುಟ ಪುನಾರಚನೆ ಫಿಕ್ಸ್ ಎಂಬ ಮಾತು ಪಕ್ಷದ ವಲಯದಲ್ಲಿ ಕೇಳಿಬರುತ್ತಿದೆ.	[360, 334, 502, 387]
column-rule	[664, 60, 665, 445]
census-paragraph-2: ಪ್ರಶ್ನೆ 1: ಕಾಂತರಾಜ್ ವರದಿಗೆ ಖರ್ಚು ಮಾಡಿದ 165 ಕೋಟಿ ರೂ. ವ್ಯರ್ಥವೇ? ಪ್ರಶ್ನೆ 2: ಮರು ಸಮೀಕ್ಷೆಗೆ ಎಷ್ಟು ಸಮಯ ಬೇಕು? ಪ್ರಶ್ನೆ 3: ಸಮೀಕ್ಷೆ ನಡೆಸುವವರು ಯಾರು? ಪ್ರಶ್ನೆ 4: ಹೊಸ ವರದಿ ಯಾವಾಗ ಬಹಿರಂಗವಾಗಲಿದೆ? ಎಂದು ಅವರು ಪ್ರಶ್ನಿಸಿದ್ದಾರೆ. ಜನರ ತೆರಿಗೆ ಹಣ ಪೋಲು ಮಾಡಲಾಗುತ್ತಿದೆ ಎಂದು ಆರೋಪಿಸಿದರು.	[784, 905, 938, 969]
mp-ed-paragraph-1: ಅಕ್ರಮ ಹಣ ವರ್ಗಾವಣೆ ಪ್ರಕರಣಕ್ಕೆ ಸಂಬಂಧಿಸಿದಂತೆ ಜಾರಿ ನಿರ್ದೇಶನಾಲಯ ಅಧಿಕಾರಿಗಳು ಸಂಸದರ ನಿವಾಸದ ಮೇಲೆ ದಾಳಿ ನಡೆಸಿ ದಾಖಲೆಗಳನ್ನು ಪರಿಶೀಲಿಸಿದ್ದಾರೆ.	[8, 1058, 230, 1078]
left-sidebar-sub-paragraph-2: ಬೆಂಗಳೂರು: ಮುಡಾ ಪ್ರಕರಣದಲ್ಲಿ ಜಾರಿ ನಿರ್ದೇಶನಾಲಯ ಮಹತ್ವದ ಕ್ರಮ ಕೈಗೊಂಡಿದ್ದು, ಸುಮಾರು 100 ಕೋಟಿ ರೂ. ಮೌಲ್ಯದ ನಿವೇಶನಗಳನ್ನು ಮುಟ್ಟುಗೋಲು ಹಾಕಿಕೊಂಡಿದೆ. ಅಕ್ರಮವಾಗಿ ಹಂಚಿಕೆಯಾದ ನಿವೇಶನಗಳ ಬಗ್ಗೆ ತನಿಖೆ ಮುಂದುವರಿದಿದೆ.	[11, 364, 187, 406]
police-shock-paragraph-2: ದಕ್ಷಿಣ ಕನ್ನಡ ಜಿಲ್ಲೆಯಲ್ಲಿ ಕೋಮು ಸಂಘರ್ಷ ತಡೆಯಲು ಪೊಲೀಸ್ ಇಲಾಖೆ ವಿಶೇಷ ಕಾರ್ಯಪಡೆ ರಚಿಸಿದ್ದು, ರೌಡಿಶೀಟರ್‌ಗಳ ಮೇಲೆ ನಿಗಾ ಇರಿಸಲಾಗಿದೆ.	[238, 916, 456, 936]
left-sidebar-body	[11, 100, 187, 273]
arrest-year-headline: ಬಂಧನಕ್ಕೆ ಒಂದು ವರ್ಷ	[8, 1107, 99, 1121]
sriramulu-paragraph-4: ಬಳ್ಳಾರಿ: ನರೇಂದ್ರ ಮೋದಿಯವರು ಪ್ರಧಾನಿಯಾಗುವುದಕ್ಕೂ ಮೊದಲು ಭಾರತ ಭಿಕ್ಷುಕರ ದೇಶ ಆಗಿತ್ತು ಎಂದು ಮಾಜಿ ಸಚಿವ ಶ್ರೀರಾಮುಲು ಹೇಳಿಕೆ ನೀಡಿದ್ದು ವಿವಾದಕ್ಕೆ ಕಾರಣವಾಗಿದೆ. ಮೋದಿ ಸರ್ಕಾರಕ್ಕೆ 11 ವರ್ಷ ಪೂರೈಸಿದ ಹಿನ್ನೆಲೆಯಲ್ಲಿ ನಡೆದ ಕಾರ್ಯಕ್ರಮದಲ್ಲಿ ಅವರು ಮಾತನಾಡಿದರು. ಕಾಂಗ್ರೆಸ್ ನಾಯಕರು ಈ ಹೇಳಿಕೆಯನ್ನು ತೀವ್ರವಾಗಿ ಖಂಡಿಸಿದ್ದು, ಕ್ಷಮೆ ಯಾಚಿಸುವಂತೆ ಆಗ್ರಹಿಸಿದ್ದಾರೆ. ದೇಶದ ಜನರಿಗೆ ಅವಮಾನ ಮಾಡಲಾಗಿದೆ ಎಂದು ಹಲವರು ಆಕ್ರೋಶ ವ್ಯಕ್ತಪಡಿಸಿದ್ದಾರೆ.	[604, 611, 764, 697]
ashok-portrait	[708, 904, 780, 998]
page-number: 2	[10, 1, 41, 52]
biryani-headline-line2: ಗ್ರಾಹಕರಿಂದ ಮಾಲೀಕನಿಗೆ ಥಳಿತ	[705, 86, 905, 110]
sriramulu-headline-block	[446, 452, 940, 514]
wife-murder-headline: ಪತ್ನಿಯ ಶೀಲ ಶಂಕಿಸಿ ನಡುರಸ್ತೆಯಲ್ಲೇ ಚಾಕುವಿನಿಂದ ಇರಿದು ಕೊಂದ ಪತಿ	[214, 452, 426, 483]
newspaper-logo	[58, 6, 156, 28]
space-trip-paragraph-2: ಭಾರತೀಯ ಗಗನಯಾತ್ರಿ ಶುಭಾಂಶು ಶುಕ್ಲಾ ಸೇರಿದಂತೆ ನಾಲ್ವರ ಬಾಹ್ಯಾಕಾಶ ಯಾತ್ರೆಯನ್ನು ತಾಂತ್ರಿಕ ಕಾರಣಗಳಿಂದ ಮುಂದೂಡಲಾಗಿದೆ. ಹವಾಮಾನ ವೈಪರೀತ್ಯದ ಹಿನ್ನೆಲೆಯಲ್ಲಿ ಉಡಾವಣೆಯನ್ನು ಮುಂದಿನ ದಿನಕ್ಕೆ ಮುಂದೂಡಲಾಗಿದೆ ಎಂದು ಅಧಿಕಾರಿಗಳು ತಿಳಿಸಿದ್ದಾರೆ.	[8, 808, 230, 839]
fire-paragraph-2: ನಗರದ ಕೈಗಾರಿಕಾ ಪ್ರದೇಶದಲ್ಲಿ ಭಾರಿ ಅಗ್ನಿ ಅವಘಡ ಸಂಭವಿಸಿದ್ದು ಲಕ್ಷಾಂತರ ರೂ. ಮೌಲ್ಯದ ವಸ್ತುಗಳು ಸುಟ್ಟು ಭಸ್ಮವಾಗಿವೆ. ಅಗ್ನಿಶಾಮಕ ದಳದ ಸಿಬ್ಬಂದಿ ಬೆಂಕಿ ನಂದಿಸಿದರು.	[464, 941, 696, 961]
sriramulu-paragraph-2: ಬಳ್ಳಾರಿ: ನರೇಂದ್ರ ಮೋದಿಯವರು ಪ್ರಧಾನಿಯಾಗುವುದಕ್ಕೂ ಮೊದಲು ಭಾರತ ಭಿಕ್ಷುಕರ ದೇಶ ಆಗಿತ್ತು ಎಂದು ಮಾಜಿ ಸಚಿವ ಶ್ರೀರಾಮುಲು ಹೇಳಿಕೆ ನೀಡಿದ್ದು ವಿವಾದಕ್ಕೆ ಕಾರಣವಾಗಿದೆ. ಮೋದಿ ಸರ್ಕಾರಕ್ಕೆ 11 ವರ್ಷ ಪೂರೈಸಿದ ಹಿನ್ನೆಲೆಯಲ್ಲಿ ನಡೆದ ಕಾರ್ಯಕ್ರಮದಲ್ಲಿ ಅವರು ಮಾತನಾಡಿದರು. ಕಾಂಗ್ರೆಸ್ ನಾಯಕರು ಈ ಹೇಳಿಕೆಯನ್ನು ತೀವ್ರವಾಗಿ ಖಂಡಿಸಿದ್ದು, ಕ್ಷಮೆ ಯಾಚಿಸುವಂತೆ ಆಗ್ರಹಿಸಿದ್ದಾರೆ. ದೇಶದ ಜನರಿಗೆ ಅವಮಾನ ಮಾಡಲಾಗಿದೆ ಎಂದು ಹಲವರು ಆಕ್ರೋಶ ವ್ಯಕ್ತಪಡಿಸಿದ್ದಾರೆ.	[448, 622, 598, 719]
bottom-left-column	[8, 752, 230, 1487]
continued-strap: ಮೊದಲನೇ ಪುಟದಿಂದ...	[237, 744, 457, 760]
lead-right-paragraph-3: ರಾಹುಲ್ ಗೆ ಸೇರುತ್ತ ಕಾಲ್ತುಳಿತ ಪ್ರಕರಣ: ದುರಂತದ ಹೊಣೆ ಯಾರು ಹೊರಬೇಕು ಎಂಬ ಪ್ರಶ್ನೆ ಪಕ್ಷದೊಳಗೆ ಚರ್ಚೆಗೆ ಕಾರಣವಾಗಿದೆ. ಕೆಲವು ಸಚಿವರ ಕಾರ್ಯವೈಖರಿ ಬಗ್ಗೆ ಹೈಕಮಾಂಡ್ ಅಸಮಾಧಾನ ವ್ಯಕ್ತಪಡಿಸಿದೆ ಎನ್ನಲಾಗಿದೆ.	[508, 288, 660, 330]
police-shock-headline: ಪೊಲೀಸ್ ಶಾಕ್?!	[311, 873, 383, 887]
space-trip-headline: ಬಾಹ್ಯಾಕಾಶ ಯಾತ್ರೆ, ಮುಂದೂಡಿಕೆ	[8, 754, 138, 768]
sriramulu-body-col1	[448, 518, 598, 740]
srinivaspur-bandh-paragraph: ರೈತರ ಜಮೀನು ಒತ್ತುವರಿ ತೆರವು ವಿರೋಧಿಸಿ ಶ್ರೀನಿವಾಸಪುರ ತಾಲೂಕು ಬಂದ್‌ಗೆ ಕರೆ ನೀಡಲಾಗಿತ್ತು. ಅಂಗಡಿ ಮುಂಗಟ್ಟುಗಳು ಬಂದ್ ಆಗಿದ್ದವು.	[238, 956, 456, 976]
fire-headline: ಅಗ್ನಿಆಹುತಿ	[556, 898, 604, 913]
bottom-mid-column	[238, 764, 456, 1486]
wife-murder-paragraph-4: ಕಲಬುರಗಿ: ಪತ್ನಿಯ ಶೀಲದ ಬಗ್ಗೆ ಶಂಕೆ ವ್ಯಕ್ತಪಡಿಸಿ ಪತಿಯೇ ನಡುರಸ್ತೆಯಲ್ಲಿ ಚಾಕುವಿನಿಂದ ಇರಿದು ಕೊಲೆ ಮಾಡಿದ ಘಟನೆ ನಗರದಲ್ಲಿ ನಡೆದಿದೆ. ಕೃತ್ಯ ಎಸಗಿದ ಬಳಿಕ ಆರೋಪಿ ಪರಾರಿಯಾಗಲು ಯತ್ನಿಸಿದ್ದು, ಸ್ಥಳೀಯರು ಹಿಡಿದು ಪೊಲೀಸರಿಗೆ ಒಪ್ಪಿಸಿದ್ದಾರೆ. ದಂಪತಿಯ ನಡುವೆ ಕೆಲ ದಿನಗಳಿಂದ ಜಗಳ ನಡೆಯುತ್ತಿತ್ತು ಎನ್ನಲಾಗಿದೆ.	[202, 633, 438, 675]
biryani-headline-block	[670, 62, 940, 114]
census-paragraph-4: ಪ್ರಶ್ನೆ 1: ಕಾಂತರಾಜ್ ವರದಿಗೆ ಖರ್ಚು ಮಾಡಿದ 165 ಕೋಟಿ ರೂ. ವ್ಯರ್ಥವೇ? ಪ್ರಶ್ನೆ 2: ಮರು ಸಮೀಕ್ಷೆಗೆ ಎಷ್ಟು ಸಮಯ ಬೇಕು? ಪ್ರಶ್ನೆ 3: ಸಮೀಕ್ಷೆ ನಡೆಸುವವರು ಯಾರು? ಪ್ರಶ್ನೆ 4: ಹೊಸ ವರದಿ ಯಾವಾಗ ಬಹಿರಂಗವಾಗಲಿದೆ? ಎಂದು ಅವರು ಪ್ರಶ್ನಿಸಿದ್ದಾರೆ. ಜನರ ತೆರಿಗೆ ಹಣ ಪೋಲು ಮಾಡಲಾಗುತ್ತಿದೆ ಎಂದು ಆರೋಪಿಸಿದರು.	[784, 1023, 938, 1087]
census-headline-line2: ಕನ್ನಡಿಗರ ಪ್ರಶ್ನೆಗಳನ್ನು ಸಿಎಂ	[706, 785, 871, 807]
arrest-year-paragraph-1: ರೇಣುಕಾಸ್ವಾಮಿ ಕೊಲೆ ಪ್ರಕರಣದಲ್ಲಿ ನಟ ದರ್ಶನ್ ಬಂಧನವಾಗಿ ಒಂದು ವರ್ಷ ಪೂರ್ಣಗೊಂಡಿದೆ. ಪ್ರಕರಣದ ವಿಚಾರಣೆ ಮುಂದುವರಿದಿದೆ.	[8, 1124, 230, 1144]
reddy-bail-paragraph-4: ಗಣಿ ಅಕ್ರಮ ಪ್ರಕರಣದಲ್ಲಿ ಜೈಲು ಶಿಕ್ಷೆಗೆ ಗುರಿಯಾಗಿದ್ದ ಗಾಲಿ ಜನಾರ್ದನ ರೆಡ್ಡಿಗೆ ಹೈಕೋರ್ಟ್ ಜಾಮೀನು ಮಂಜೂರು ಮಾಡಿದೆ. ಶಿಕ್ಷೆಯನ್ನು ಅಮಾನತಿನಲ್ಲಿಟ್ಟು ಆದೇಶ ಹೊರಡಿಸಲಾಗಿದೆ.	[8, 1007, 230, 1038]
column-rule	[700, 748, 701, 1486]
lead-paragraph-3: ಬೆಂಗಳೂರು: ಚಿನ್ನಸ್ವಾಮಿ ಸ್ಟೇಡಿಯಂ ಬಳಿ ನಡೆದ ಕಾಲ್ತುಳಿತ ದುರಂತದ ಬಳಿಕ ರಾಜ್ಯ ಕಾಂಗ್ರೆಸ್ ಸರ್ಕಾರದಲ್ಲಿ ಮಹತ್ವದ ಬದಲಾವಣೆ ನಡೆಯುವ ಸಾಧ್ಯತೆ ಇದೆ. ಹೈಕಮಾಂಡ್ ಸಚಿವ ಸಂಪುಟ ಪುನಾರಚನೆಗೆ ಒಲವು ತೋರಿದ್ದು, ರಾಹುಲ್ ಗಾಂಧಿ ಅವರು ಮುಖ್ಯಮಂತ್ರಿ ಹಾಗೂ ಉಪಮುಖ್ಯಮಂತ್ರಿ ಜೊತೆ ಚರ್ಚೆ ನಡೆಸಲಿದ್ದಾರೆ.	[202, 277, 352, 341]
column-rule	[460, 748, 461, 1486]
sriramulu-paragraph-3: ಬಳ್ಳಾರಿ: ನರೇಂದ್ರ ಮೋದಿಯವರು ಪ್ರಧಾನಿಯಾಗುವುದಕ್ಕೂ ಮೊದಲು ಭಾರತ ಭಿಕ್ಷುಕರ ದೇಶ ಆಗಿತ್ತು ಎಂದು ಮಾಜಿ ಸಚಿವ ಶ್ರೀರಾಮುಲು ಹೇಳಿಕೆ ನೀಡಿದ್ದು ವಿವಾದಕ್ಕೆ ಕಾರಣವಾಗಿದೆ. ಮೋದಿ ಸರ್ಕಾರಕ್ಕೆ 11 ವರ್ಷ ಪೂರೈಸಿದ ಹಿನ್ನೆಲೆಯಲ್ಲಿ ನಡೆದ ಕಾರ್ಯಕ್ರಮದಲ್ಲಿ ಅವರು ಮಾತನಾಡಿದರು. ಕಾಂಗ್ರೆಸ್ ನಾಯಕರು ಈ ಹೇಳಿಕೆಯನ್ನು ತೀವ್ರವಾಗಿ ಖಂಡಿಸಿದ್ದು, ಕ್ಷಮೆ ಯಾಚಿಸುವಂತೆ ಆಗ್ರಹಿಸಿದ್ದಾರೆ. ದೇಶದ ಜನರಿಗೆ ಅವಮಾನ ಮಾಡಲಾಗಿದೆ ಎಂದು ಹಲವರು ಆಕ್ರೋಶ ವ್ಯಕ್ತಪಡಿಸಿದ್ದಾರೆ.	[604, 519, 764, 605]
lead-right-paragraph-1: ಸೋಮವಾರ ನಡೆದ ಸಭೆಯಲ್ಲಿ ರಾಜ್ಯದ ಬೆಳವಣಿಗೆಗಳ ಕುರಿತು ವರದಿ ಕೇಳಲಾಗಿದೆ. 8 ರಿಂದ 10 ಸಚಿವರ ಸ್ಥಾನ ಪಲ್ಲಟವಾಗುವ ಸಾಧ್ಯತೆ ಇದ್ದು, ಹೊಸ ಮುಖಗಳಿಗೆ ಅವಕಾಶ ಸಿಗಲಿದೆ. ಸಂಪುಟ ಪುನಾರಚನೆ ಫಿಕ್ಸ್ ಎಂಬ ಮಾತು ಪಕ್ಷದ ವಲಯದಲ್ಲಿ ಕೇಳಿಬರುತ್ತಿದೆ.	[508, 159, 660, 212]
left-sidebar-headline: ಹೆಣ್ಣಕ್ಕಳಿಗೆ ಮುತ್ತಿಟ್ಟು ಎಸ್ಕೇಪ್ ಆಗುತ್ತಿದ್ದ ಕಾಮುಕ ಸಿಕ್ಕಿಬಿದ್ದ	[11, 64, 176, 95]
biryani-paragraph-2: ಚಾಮರಾಜನಗರ: ನಾಯಿ ಮಾಂಸದಿಂದ ಬಿರಿಯಾನಿ ಮಾಡಿ ಮಾರಾಟ ಮಾಡುತ್ತಿದ್ದ ಆರೋಪದ ಮೇಲೆ ಹೋಟೆಲ್ ಮಾಲೀಕನಿಗೆ ಗ್ರಾಹಕರು ಥಳಿಸಿದ ಘಟನೆ ನಡೆದಿದೆ. ಹೋಟೆಲ್ ಹಿಂಭಾಗದಲ್ಲಿ ಮಾಂಸ ಪತ್ತೆಯಾದ ಬಳಿಕ ಸ್ಥಳೀಯರು ಆಕ್ರೋಶ ವ್ಯಕ್ತಪಡಿಸಿದರು. ಸ್ಥಳಕ್ಕೆ ಆಗಮಿಸಿದ ಆಹಾರ ಸುರಕ್ಷತಾ ಅಧಿಕಾರಿಗಳು ಮಾದರಿ ಸಂಗ್ರಹಿಸಿದ್ದಾರೆ. ಪೊಲೀಸರು ಪ್ರಕರಣ ದಾಖಲಿಸಿಕೊಂಡು ತನಿಖೆ ಕೈಗೊಂಡಿದ್ದಾರೆ.	[752, 219, 938, 283]
reddy-bail-headline: ರೆಡ್ಡಿಗೆ ಜಾಮೀನು ಮಂಜೂರು	[8, 879, 120, 893]
wife-murder-article	[202, 452, 438, 742]
ashok-photo	[708, 904, 780, 998]
mp-ed-headline: ಸಂಸದರಿಗೆ ಇಡಿ ಶಾಕ್	[8, 1041, 91, 1055]
